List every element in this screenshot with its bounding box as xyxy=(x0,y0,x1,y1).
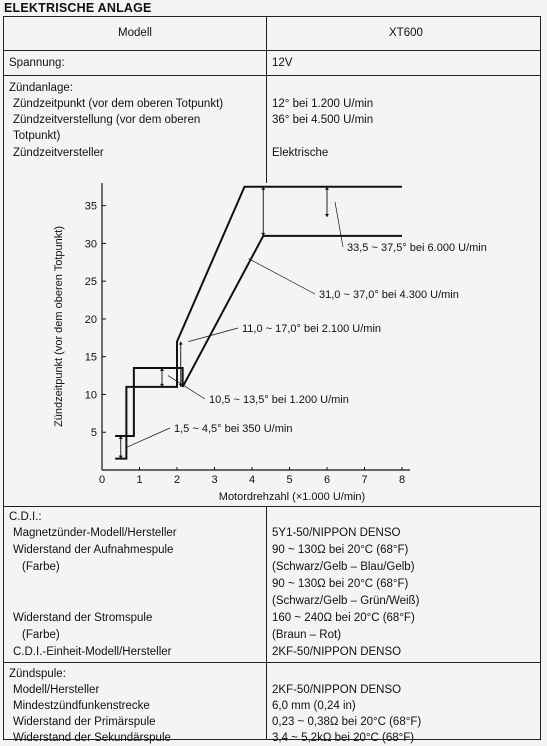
cdi-value: 160 ~ 240Ω bei 20°C (68°F) xyxy=(272,612,415,624)
cdi-title: C.D.I.: xyxy=(9,511,42,523)
annotation-label: 10,5 ~ 13,5° bei 1.200 U/min xyxy=(209,394,349,406)
annotation-label: 33,5 ~ 37,5° bei 6.000 U/min xyxy=(347,242,487,254)
x-tick-label: 1 xyxy=(136,474,143,486)
zuendspule-label: Widerstand der Primärspule xyxy=(13,716,156,728)
y-tick-label: 35 xyxy=(84,200,97,213)
zuendzeitpunkt-label: Zündzeitpunkt (vor dem oberen Totpunkt) xyxy=(13,98,224,110)
x-tick-label: 3 xyxy=(211,474,218,486)
y-tick-label: 15 xyxy=(84,351,97,364)
zuendzeitversteller-value: Elektrische xyxy=(272,147,329,159)
zuendspule-value: 6,0 mm (0,24 in) xyxy=(272,700,356,712)
column-divider xyxy=(266,75,267,183)
cdi-label: (Farbe) xyxy=(22,561,60,573)
x-tick-label: 7 xyxy=(361,474,368,486)
cdi-value: (Schwarz/Gelb – Blau/Gelb) xyxy=(272,561,415,573)
zuendspule-label: Widerstand der Sekundärspule xyxy=(13,732,171,744)
x-tick-label: 8 xyxy=(398,474,406,486)
cdi-label: Magnetzünder-Modell/Hersteller xyxy=(13,527,177,539)
annotation-leader xyxy=(335,202,343,247)
x-tick-label: 2 xyxy=(173,474,181,486)
cdi-value: 2KF-50/NIPPON DENSO xyxy=(272,646,402,658)
spannung-row xyxy=(4,50,540,76)
y-tick-label: 10 xyxy=(84,389,97,402)
cdi-value: 90 ~ 130Ω bei 20°C (68°F) xyxy=(272,578,409,590)
header-model-label: Modell xyxy=(118,27,152,39)
x-axis-label: Motordrehzahl (×1.000 U/min) xyxy=(218,491,366,503)
header-model-value: XT600 xyxy=(389,27,423,39)
zuendspule-title: Zündspule: xyxy=(9,668,66,680)
cdi-value: 5Y1-50/NIPPON DENSO xyxy=(272,527,401,539)
column-divider xyxy=(266,506,267,662)
zuendspule-label: Mindestzündfunkenstrecke xyxy=(13,700,150,712)
page-title: ELEKTRISCHE ANLAGE xyxy=(4,1,152,15)
zuendspule-value: 3,4 ~ 5,2kΩ bei 20°C (68°F) xyxy=(272,732,415,744)
y-tick-label: 25 xyxy=(84,276,97,289)
spec-table xyxy=(3,16,541,744)
column-divider xyxy=(266,50,267,75)
zuendzeitversteller-label: Zündzeitversteller xyxy=(13,147,104,159)
zuendanlage-section xyxy=(4,75,540,507)
ignition-timing-chart xyxy=(4,175,542,505)
range-arrow-head xyxy=(179,342,183,345)
x-tick-label: 6 xyxy=(323,474,331,486)
spannung-label: Spannung: xyxy=(9,57,65,69)
x-tick-label: 4 xyxy=(248,474,256,486)
zuendspule-label: Modell/Hersteller xyxy=(13,684,100,696)
annotation-label: 11,0 ~ 17,0° bei 2.100 U/min xyxy=(242,323,382,335)
y-tick-label: 20 xyxy=(84,313,97,326)
zuendanlage-title: Zündanlage: xyxy=(9,82,73,94)
cdi-label: (Farbe) xyxy=(22,629,60,641)
range-arrow-head xyxy=(325,214,329,217)
annotation-leader xyxy=(249,259,316,294)
cdi-label: C.D.I.-Einheit-Modell/Hersteller xyxy=(13,646,172,658)
cdi-value: (Schwarz/Gelb – Grün/Weiß) xyxy=(272,595,420,607)
cdi-label: Widerstand der Stromspule xyxy=(13,612,153,624)
zuendspule-value: 0,23 ~ 0,38Ω bei 20°C (68°F) xyxy=(272,716,422,728)
column-divider xyxy=(266,17,267,50)
annotation-label: 31,0 ~ 37,0° bei 4.300 U/min xyxy=(319,289,459,301)
y-tick-label: 30 xyxy=(84,238,97,251)
column-divider xyxy=(266,662,267,740)
zuendzeitverstellung-value: 36° bei 4.500 U/min xyxy=(272,114,374,126)
y-axis-label: Zündzeitpunkt (vor dem oberen Totpunkt) xyxy=(53,226,65,427)
cdi-section xyxy=(4,506,540,663)
spannung-value: 12V xyxy=(272,57,293,69)
zuendzeitpunkt-value: 12° bei 1.200 U/min xyxy=(272,98,374,110)
zuendzeitverstellung-label: Zündzeitverstellung (vor dem oberen xyxy=(13,114,201,126)
cdi-value: 90 ~ 130Ω bei 20°C (68°F) xyxy=(272,544,409,556)
x-tick-label: 5 xyxy=(286,474,293,486)
cdi-value: (Braun – Rot) xyxy=(272,629,342,641)
zuendspule-section xyxy=(4,662,540,744)
annotation-label: 1,5 ~ 4,5° bei 350 U/min xyxy=(174,423,293,435)
cdi-label: Widerstand der Aufnahmespule xyxy=(13,544,174,556)
zuendzeitverstellung-label-2: Totpunkt) xyxy=(13,130,61,142)
table-header-row xyxy=(4,17,540,51)
x-tick-label: 0 xyxy=(98,474,106,486)
y-tick-label: 5 xyxy=(90,427,97,440)
zuendspule-value: 2KF-50/NIPPON DENSO xyxy=(272,684,402,696)
